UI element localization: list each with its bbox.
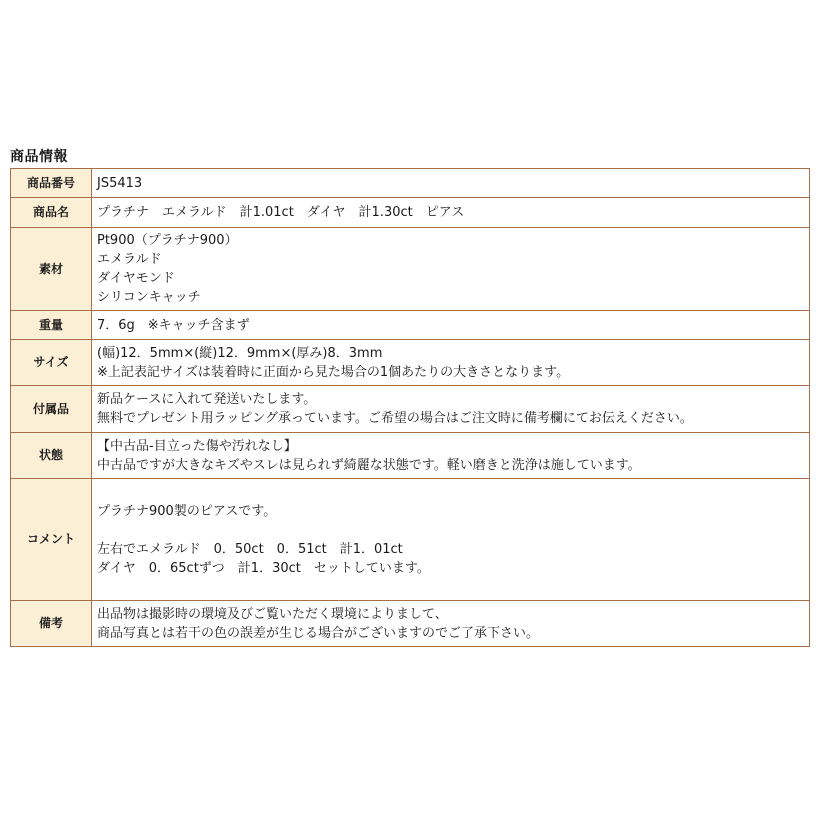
value-line: シリコンキャッチ (97, 290, 201, 305)
row-value-product-name (92, 198, 810, 228)
value-line: ダイヤ 0．65ctずつ 計1．30ct セットしています。 (97, 560, 430, 576)
value-line: 新品ケースに入れて発送いたします。 (97, 392, 317, 407)
value-line: 7．6g ※キャッチ含まず (97, 317, 250, 333)
value-line: 中古品ですが大きなキズやスレは見られず綺麗な状態です。軽い磨きと洗浄は施しています。 (97, 457, 641, 473)
value-line: ダイヤモンド (97, 271, 175, 286)
row-value-notes (92, 601, 810, 647)
row-label-size: サイズ (11, 340, 92, 386)
table-row-condition (11, 433, 810, 479)
section-title: 商品情報 (10, 149, 68, 165)
value-line: JS5413 (97, 175, 143, 191)
value-line: 出品物は撮影時の環境及びご覧いただく環境によりまして、 (97, 606, 448, 622)
table-row-material (11, 228, 810, 311)
value-line: プラチナ900製のピアスです。 (97, 503, 277, 519)
row-label-comment: コメント (11, 479, 92, 601)
table-row-product-number (11, 169, 810, 198)
value-line: (幅)12．5mm×(縦)12．9mm×(厚み)8．3mm (97, 345, 383, 361)
row-label-notes: 備考 (11, 601, 92, 647)
table-row-accessories (11, 386, 810, 433)
value-line: ※上記表記サイズは装着時に正面から見た場合の1個あたりの大きさとなります。 (97, 364, 570, 380)
blank-line (97, 521, 804, 540)
value-line: Pt900（プラチナ900） (97, 233, 238, 248)
row-label-accessories: 付属品 (11, 386, 92, 433)
value-line: エメラルド (97, 252, 162, 267)
row-label-weight: 重量 (11, 311, 92, 340)
row-value-condition (92, 433, 810, 479)
row-value-product-number (92, 169, 810, 198)
table-row-product-name (11, 198, 810, 228)
row-value-material (92, 228, 810, 311)
row-value-accessories (92, 386, 810, 433)
value-line: 商品写真とは若干の色の誤差が生じる場合がございますのでご了承下さい。 (97, 625, 540, 641)
table-row-notes (11, 601, 810, 647)
row-label-condition: 状態 (11, 433, 92, 479)
value-line: プラチナ エメラルド 計1.01ct ダイヤ 計1.30ct ピアス (97, 205, 465, 220)
row-value-comment (92, 479, 810, 601)
table-row-size (11, 340, 810, 386)
row-value-size (92, 340, 810, 386)
product-info-table (10, 168, 810, 647)
table-row-weight (11, 311, 810, 340)
value-line: 【中古品-目立った傷や汚れなし】 (97, 438, 297, 454)
table-row-comment (11, 479, 810, 601)
row-label-product-name: 商品名 (11, 198, 92, 228)
value-line: 無料でプレゼント用ラッピング承っています。ご希望の場合はご注文時に備考欄にてお伝えください。 (97, 411, 693, 426)
row-label-product-number: 商品番号 (11, 169, 92, 198)
value-line: 左右でエメラルド 0．50ct 0．51ct 計1．01ct (97, 541, 403, 557)
row-value-weight (92, 311, 810, 340)
row-label-material: 素材 (11, 228, 92, 311)
